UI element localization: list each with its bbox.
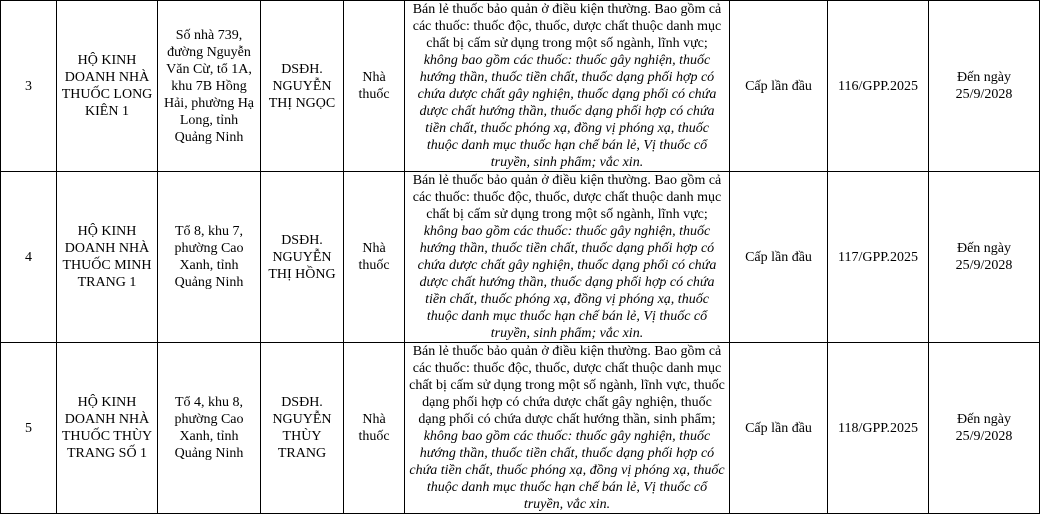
business-address: Số nhà 739, đường Nguyễn Văn Cừ, tổ 1A, khu 7B Hồng Hải, phường Hạ Long, tỉnh Quảng Ninh (158, 1, 261, 172)
certificate-number: 116/GPP.2025 (828, 1, 929, 172)
row-number: 5 (1, 343, 57, 514)
scope-included: Bán lẻ thuốc bảo quản ở điều kiện thường. Bao gồm cả các thuốc: thuốc độc, thuốc, dược chất thuộc danh mục chất bị cấm sử dụng trong một số ngành, lĩnh vực; (412, 173, 722, 222)
certificate-number: 118/GPP.2025 (828, 343, 929, 514)
business-scope (405, 1, 730, 172)
establishment-type: Nhà thuốc (344, 343, 405, 514)
scope-excluded: không bao gồm các thuốc: thuốc gây nghiện, thuốc hướng thần, thuốc tiền chất, thuốc dạng phối hợp có chứa dược chất gây nghiện, thuốc dạng phối có chứa dược chất hướng thần, thuốc dạng phối hợp có chứa tiền chất, thuốc phóng xạ, đồng vị phóng xạ, thuốc thuộc danh mục thuốc hạn chế bán lẻ, Vị thuốc cổ truyền, sinh phẩm; vắc xin. (417, 53, 717, 170)
business-name: HỘ KINH DOANH NHÀ THUỐC THÙY TRANG SỐ 1 (57, 343, 158, 514)
table-row (1, 172, 1040, 343)
business-scope (405, 172, 730, 343)
validity-date: Đến ngày 25/9/2028 (929, 172, 1040, 343)
issue-type: Cấp lần đầu (730, 172, 828, 343)
certificate-number: 117/GPP.2025 (828, 172, 929, 343)
row-number: 4 (1, 172, 57, 343)
table-row (1, 343, 1040, 514)
business-address: Tổ 8, khu 7, phường Cao Xanh, tỉnh Quảng Ninh (158, 172, 261, 343)
establishment-type: Nhà thuốc (344, 1, 405, 172)
row-number: 3 (1, 1, 57, 172)
business-name: HỘ KINH DOANH NHÀ THUỐC MINH TRANG 1 (57, 172, 158, 343)
responsible-pharmacist: DSĐH. NGUYỄN THÙY TRANG (261, 343, 344, 514)
issue-type: Cấp lần đầu (730, 1, 828, 172)
responsible-pharmacist: DSĐH. NGUYỄN THỊ HỒNG (261, 172, 344, 343)
issue-type: Cấp lần đầu (730, 343, 828, 514)
establishment-type: Nhà thuốc (344, 172, 405, 343)
scope-excluded: không bao gồm các thuốc: thuốc gây nghiện, thuốc hướng thần, thuốc tiền chất, thuốc dạng phối hợp có chứa tiền chất, thuốc phóng xạ, đồng vị phóng xạ, thuốc thuộc danh mục thuốc hạn chế bán lẻ, Vị thuốc cổ truyền, vắc xin. (409, 429, 725, 512)
responsible-pharmacist: DSĐH. NGUYỄN THỊ NGỌC (261, 1, 344, 172)
business-name: HỘ KINH DOANH NHÀ THUỐC LONG KIÊN 1 (57, 1, 158, 172)
table-row (1, 1, 1040, 172)
scope-included: Bán lẻ thuốc bảo quản ở điều kiện thường. Bao gồm cả các thuốc: thuốc độc, thuốc, dược chất thuộc danh mục chất bị cấm sử dụng trong một số ngành, lĩnh vực, thuốc dạng phối hợp có chứa dược chất gây nghiện, thuốc dạng phối có chứa dược chất hướng thần, sinh phẩm; (409, 344, 725, 427)
validity-date: Đến ngày 25/9/2028 (929, 1, 1040, 172)
scope-included: Bán lẻ thuốc bảo quản ở điều kiện thường. Bao gồm cả các thuốc: thuốc độc, thuốc, dược chất thuộc danh mục chất bị cấm sử dụng trong một số ngành, lĩnh vực; (412, 2, 722, 51)
validity-date: Đến ngày 25/9/2028 (929, 343, 1040, 514)
business-address: Tổ 4, khu 8, phường Cao Xanh, tỉnh Quảng Ninh (158, 343, 261, 514)
scope-excluded: không bao gồm các thuốc: thuốc gây nghiện, thuốc hướng thần, thuốc tiền chất, thuốc dạng phối hợp có chứa dược chất gây nghiện, thuốc dạng phối có chứa dược chất hướng thần, thuốc dạng phối hợp có chứa tiền chất, thuốc phóng xạ, đồng vị phóng xạ, thuốc thuộc danh mục thuốc hạn chế bán lẻ, Vị thuốc cổ truyền, sinh phẩm; vắc xin. (417, 224, 717, 341)
business-scope (405, 343, 730, 514)
